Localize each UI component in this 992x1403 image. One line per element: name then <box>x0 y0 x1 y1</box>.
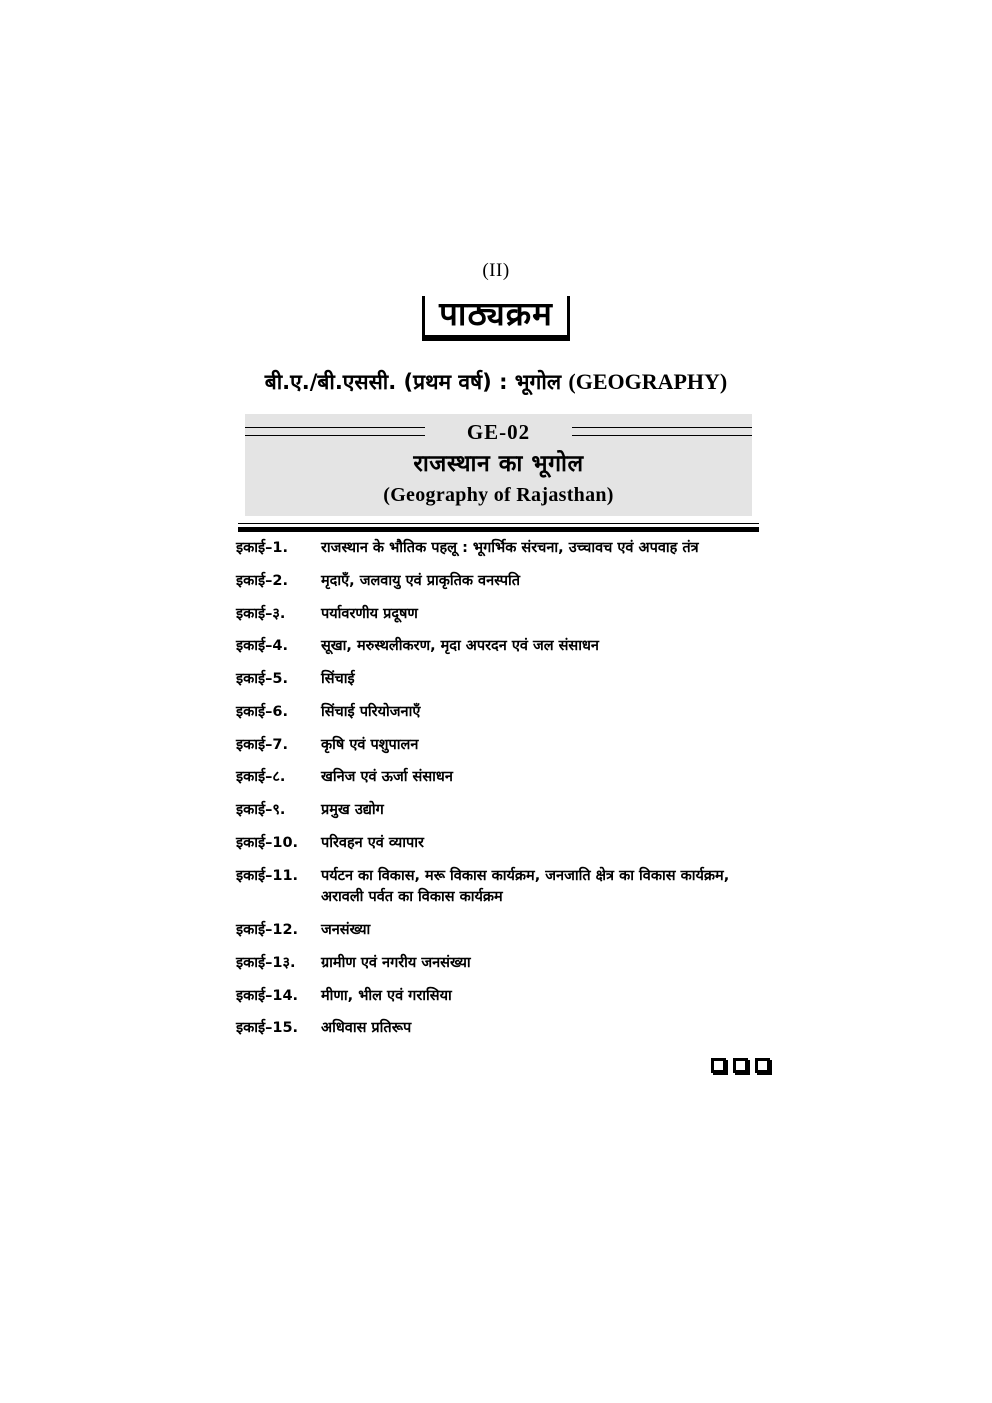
unit-row <box>236 571 766 593</box>
unit-title: मीणा, भील एवं गरासिया <box>321 987 452 1004</box>
unit-label: इकाई–1. <box>236 540 288 556</box>
unit-title: प्रमुख उद्योग <box>321 802 384 818</box>
unit-label: इकाई–7. <box>236 736 288 753</box>
unit-title: मृदाएँ, जलवायु एवं प्राकृतिक वनस्पति <box>321 572 521 589</box>
unit-row <box>236 604 766 626</box>
unit-title: परिवहन एवं व्यापार <box>321 834 424 851</box>
unit-list <box>236 538 766 1051</box>
unit-title: राजस्थान के भौतिक पहलू : भूगर्भिक संरचना, उच्चावच एवं अपवाह तंत्र <box>321 540 699 556</box>
unit-title: ग्रामीण एवं नगरीय जनसंख्या <box>321 954 471 971</box>
unit-row <box>236 669 766 691</box>
unit-row <box>236 920 766 942</box>
square-icon <box>755 1058 770 1073</box>
unit-label: इकाई–5. <box>236 671 288 687</box>
unit-row <box>236 636 766 658</box>
paper-title-english: (Geography of Rajasthan) <box>383 483 614 506</box>
unit-label: इकाई–14. <box>236 987 299 1004</box>
unit-label: इकाई–15. <box>236 1020 299 1037</box>
paper-code: GE-02 <box>466 420 531 444</box>
unit-label: इकाई–९. <box>236 802 286 818</box>
paper-code-row <box>245 414 752 448</box>
unit-title: खनिज एवं ऊर्जा संसाधन <box>321 769 453 786</box>
syllabus-title-text: पाठ्यक्रम <box>439 294 553 333</box>
unit-label: इकाई–11. <box>236 867 299 884</box>
unit-row <box>236 866 766 910</box>
course-subject-latin: (GEOGRAPHY) <box>568 369 728 394</box>
unit-title: जनसंख्या <box>321 922 371 938</box>
unit-label: इकाई–३. <box>236 605 286 622</box>
unit-title: पर्यटन का विकास, मरू विकास कार्यक्रम, जनजाति क्षेत्र का विकास कार्यक्रम, अरावली पर्वत का विकास कार्यक्रम <box>321 867 730 906</box>
unit-title: सूखा, मरुस्थलीकरण, मृदा अपरदन एवं जल संसाधन <box>321 638 599 655</box>
square-icon <box>733 1058 748 1073</box>
course-degree-year: बी.ए./बी.एससी. (प्रथम वर्ष) : <box>264 370 515 394</box>
course-subject-hindi: भूगोल <box>514 370 569 394</box>
unit-row <box>236 538 766 560</box>
unit-row <box>236 1018 766 1040</box>
unit-label: इकाई–10. <box>236 834 299 851</box>
unit-row <box>236 953 766 975</box>
paper-title-hindi: राजस्थान का भूगोल <box>413 451 584 477</box>
unit-title: पर्यावरणीय प्रदूषण <box>321 605 418 622</box>
unit-title: सिंचाई परियोजनाएँ <box>321 703 421 720</box>
unit-label: इकाई–6. <box>236 703 288 720</box>
unit-title: कृषि एवं पशुपालन <box>321 736 419 753</box>
unit-row <box>236 735 766 757</box>
divider-thick-rule <box>238 527 759 532</box>
unit-row <box>236 767 766 789</box>
unit-label: इकाई–2. <box>236 572 288 589</box>
unit-row <box>236 833 766 855</box>
unit-label: इकाई–12. <box>236 922 299 938</box>
band-bottom-divider <box>238 523 759 532</box>
page-folio-number: (II) <box>482 260 510 281</box>
unit-row <box>236 702 766 724</box>
syllabus-title-box <box>422 296 570 341</box>
unit-label: इकाई–1३. <box>236 954 296 971</box>
syllabus-title-block <box>0 296 992 341</box>
unit-title: सिंचाई <box>321 671 355 687</box>
unit-label: इकाई–4. <box>236 638 288 655</box>
paper-header-band <box>245 414 752 516</box>
course-heading <box>0 368 992 396</box>
square-icon <box>711 1058 726 1073</box>
three-squares-end-marker <box>711 1058 770 1073</box>
unit-title: अधिवास प्रतिरूप <box>321 1020 412 1037</box>
unit-row <box>236 800 766 822</box>
unit-row <box>236 986 766 1008</box>
unit-label: इकाई–८. <box>236 769 286 786</box>
